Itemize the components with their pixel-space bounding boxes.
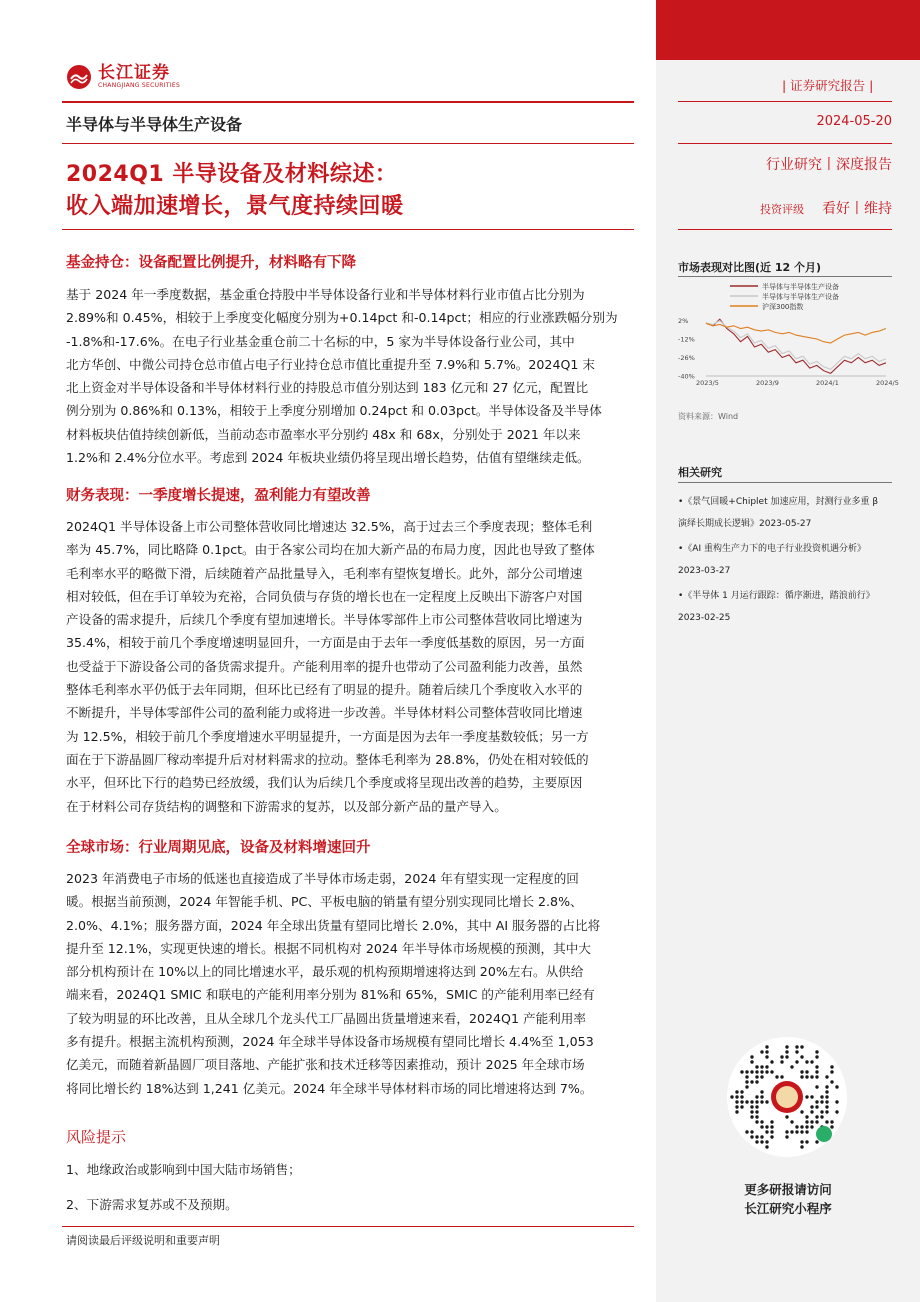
text-line: 率为 45.7%，同比略降 0.1pct。由于各家公司均在加大新产品的布局力度，因此也导致了整体: [66, 542, 595, 558]
text-line: 了较为明显的环比改善，且从全球几个龙头代工厂晶圆出货量增速来看，2024Q1 产能利用率: [66, 1010, 586, 1026]
text-line: 2023 年消费电子市场的低迷也直接造成了半导体市场走弱，2024 年有望实现一定程度的回: [66, 871, 579, 886]
text-line: 2.89%和 0.45%，相较于上季度变化幅度分别为+0.14pct 和-0.14pct；相应的行业涨跌幅分别为: [66, 310, 618, 326]
report-title-line2: 收入端加速增长，景气度持续回暖: [66, 194, 404, 219]
legend-label: 沪深300指数: [762, 303, 804, 311]
section-body-global-market: [66, 867, 634, 1100]
legend-label: 半导体与半导体生产设备: [762, 293, 839, 301]
text-line: 35.4%，相较于前几个季度增速明显回升，一方面是由于去年一季度低基数的原因，另一方面: [66, 635, 585, 651]
text-line: -1.8%和-17.6%。在电子行业基金重仓前二十名标的中，5 家为半导体设备行业公司，其中: [66, 333, 575, 349]
text-line: 暖。根据当前预测，2024 年智能手机、PC、平板电脑的销量有望分别实现同比增长 2.8%、: [66, 894, 583, 910]
header-divider: [62, 101, 634, 103]
mini-program-qr-code[interactable]: [726, 1036, 848, 1158]
text-line: 北上资金对半导体设备和半导体材料行业的持股总市值分别达到 183 亿元和 27 亿元，配置比: [66, 380, 589, 396]
text-line: 材料板块估值持续创新低，当前动态市盈率水平分别约 48x 和 68x，分别处于 2021 年以来: [66, 426, 581, 442]
related-divider: [678, 482, 892, 483]
series-line: [706, 319, 886, 373]
x-tick-label: 2023/5: [696, 379, 719, 387]
sidebar-divider: [678, 143, 892, 144]
text-line: 例分别为 0.86%和 0.13%，相较于上季度分别增加 0.24pct 和 0.03pct。半导体设备及半导体: [66, 403, 602, 419]
report-category: 行业研究丨深度报告: [766, 157, 892, 173]
industry-divider: [62, 143, 634, 144]
text-line: 整体毛利率水平仍低于去年同期，但环比已经有了明显的提升。随着后续几个季度收入水平的: [66, 682, 583, 698]
related-report-line: 演绎长期成长逻辑》2023-05-27: [678, 519, 812, 529]
section-heading-fund-holdings: 基金持仓：设备配置比例提升，材料略有下降: [66, 255, 356, 271]
text-line: 基于 2024 年一季度数据，基金重仓持股中半导体设备行业和半导体材料行业市值占比分别为: [66, 287, 585, 302]
related-report-line: •《景气回暖+Chiplet 加速应用，封测行业多重 β: [678, 497, 879, 507]
related-report-line: 2023-02-25: [678, 613, 731, 623]
report-date: 2024-05-20: [816, 114, 892, 129]
text-line: 也受益于下游设备公司的备货需求提升。产能利用率的提升也带动了公司盈利能力改善，虽然: [66, 658, 583, 674]
related-report-line: •《AI 重构生产力下的电子行业投资机遇分析》: [678, 544, 866, 554]
text-line: 毛利率水平的略微下滑，后续随着产品批量导入，毛利率有望恢复增长。此外，部分公司增速: [66, 565, 583, 581]
x-tick-label: 2024/1: [816, 379, 839, 387]
section-body-financials: [66, 515, 634, 818]
text-line: 提升至 12.1%，实现更快速的增长。根据不同机构对 2024 年半导体市场规模的预测，其中大: [66, 940, 591, 956]
related-report-item[interactable]: [678, 491, 892, 535]
qr-caption-line2: 长江研究小程序: [744, 1201, 832, 1216]
text-line: 部分机构预计在 10%以上的同比增速水平，最乐观的机构预期增速将达到 20%左右。从供给: [66, 964, 584, 980]
risk-item: 2、下游需求复苏或不及预期。: [66, 1197, 238, 1212]
sidebar-divider: [678, 229, 892, 230]
text-line: 产设备的需求提升，后续几个季度有望加速增长。半导体零部件上市公司整体营收同比增速为: [66, 612, 583, 628]
text-line: 亿美元，而随着新晶圆厂项目落地、产能扩张和技术迁移等因素推动，预计 2025 年全球市场: [66, 1057, 585, 1073]
brand-logo: [66, 64, 180, 90]
sidebar-top-band: [656, 0, 920, 60]
y-tick-label: -12%: [678, 335, 695, 344]
report-type-label: | 证券研究报告 |: [782, 78, 874, 93]
related-report-item[interactable]: [678, 585, 892, 629]
sidebar-divider: [678, 101, 892, 102]
text-line: 面在于下游晶圆厂稼动率提升后对材料需求的拉动。整体毛利率为 28.8%，仍处在相对较低的: [66, 751, 589, 767]
y-tick-label: -40%: [678, 372, 695, 381]
brand-name-en: CHANGJIANG SECURITIES: [98, 82, 181, 89]
rating-value: 看好丨维持: [822, 201, 892, 217]
chart-divider: [678, 276, 892, 277]
x-tick-label: 2023/9: [756, 379, 779, 387]
text-line: 北方华创、中微公司持仓总市值占电子行业持仓总市值比重提升至 7.9%和 5.7%。2024Q1 末: [66, 356, 595, 372]
section-heading-global-market: 全球市场：行业周期见底，设备及材料增速回升: [66, 840, 371, 856]
chart-title: 市场表现对比图(近 12 个月): [678, 261, 822, 274]
text-line: 为 12.5%，相较于前几个季度增速水平明显提升，一方面是因为去年一季度基数较低；另一方: [66, 728, 589, 744]
section-heading-financials: 财务表现：一季度增长提速，盈利能力有望改善: [66, 488, 371, 504]
text-line: 2.0%、4.1%；服务器方面，2024 年全球出货量有望同比增长 2.0%，其中 AI 服务器的占比将: [66, 917, 601, 933]
report-title-line1: 2024Q1 半导设备及材料综述：: [66, 162, 398, 187]
brand-name-cn: 长江证券: [98, 63, 170, 83]
related-report-item[interactable]: [678, 538, 892, 582]
risk-heading: 风险提示: [66, 1128, 127, 1146]
qr-caption-line1: 更多研报请访问: [744, 1182, 832, 1197]
title-divider: [62, 229, 634, 230]
logo-emblem-icon: [66, 64, 92, 90]
related-research-heading: 相关研究: [678, 466, 722, 479]
rating-label: 投资评级: [760, 203, 804, 216]
text-line: 多有提升。根据主流机构预测，2024 年全球半导体设备市场规模有望同比增长 4.4%至 1,053: [66, 1034, 594, 1050]
text-line: 相对较低，但在手订单较为充裕，合同负债与存货的增长也在一定程度上反映出下游客户对国: [66, 588, 583, 604]
market-performance-chart: [678, 280, 899, 392]
text-line: 端来看，2024Q1 SMIC 和联电的产能利用率分别为 81%和 65%，SMIC 的产能利用率已经有: [66, 987, 595, 1003]
x-tick-label: 2024/5: [876, 379, 899, 387]
industry-label: 半导体与半导体生产设备: [66, 115, 243, 134]
section-body-fund-holdings: [66, 283, 634, 469]
text-line: 不断提升，半导体零部件公司的盈利能力或将进一步改善。半导体材料公司整体营收同比增速: [66, 705, 583, 721]
text-line: 1.2%和 2.4%分位水平。考虑到 2024 年板块业绩仍将呈现出增长趋势，估值有望继续走低。: [66, 450, 590, 466]
text-line: 2024Q1 半导体设备上市公司整体营收同比增速达 32.5%，高于过去三个季度表现；整体毛利: [66, 519, 593, 534]
related-report-line: •《半导体 1 月运行跟踪：循序渐进，踏浪前行》: [678, 591, 875, 601]
text-line: 在于材料公司存货结构的调整和下游需求的复苏，以及部分新产品的量产导入。: [66, 798, 507, 814]
legend-label: 半导体与半导体生产设备: [762, 283, 839, 291]
y-tick-label: -26%: [678, 354, 695, 363]
chart-source: 资料来源：Wind: [678, 412, 739, 421]
footer-divider: [62, 1226, 634, 1227]
y-tick-label: 2%: [678, 317, 689, 326]
text-line: 水平，但环比下行的趋势已经放缓，我们认为后续几个季度或将呈现出改善的趋势，主要原因: [66, 775, 583, 791]
related-report-line: 2023-03-27: [678, 566, 731, 576]
risk-item: 1、地缘政治或影响到中国大陆市场销售；: [66, 1162, 301, 1177]
text-line: 将同比增长约 18%达到 1,241 亿美元。2024 年全球半导体材料市场的同比增速将达到 7%。: [66, 1080, 593, 1096]
footer-disclaimer: 请阅读最后评级说明和重要声明: [66, 1234, 220, 1247]
